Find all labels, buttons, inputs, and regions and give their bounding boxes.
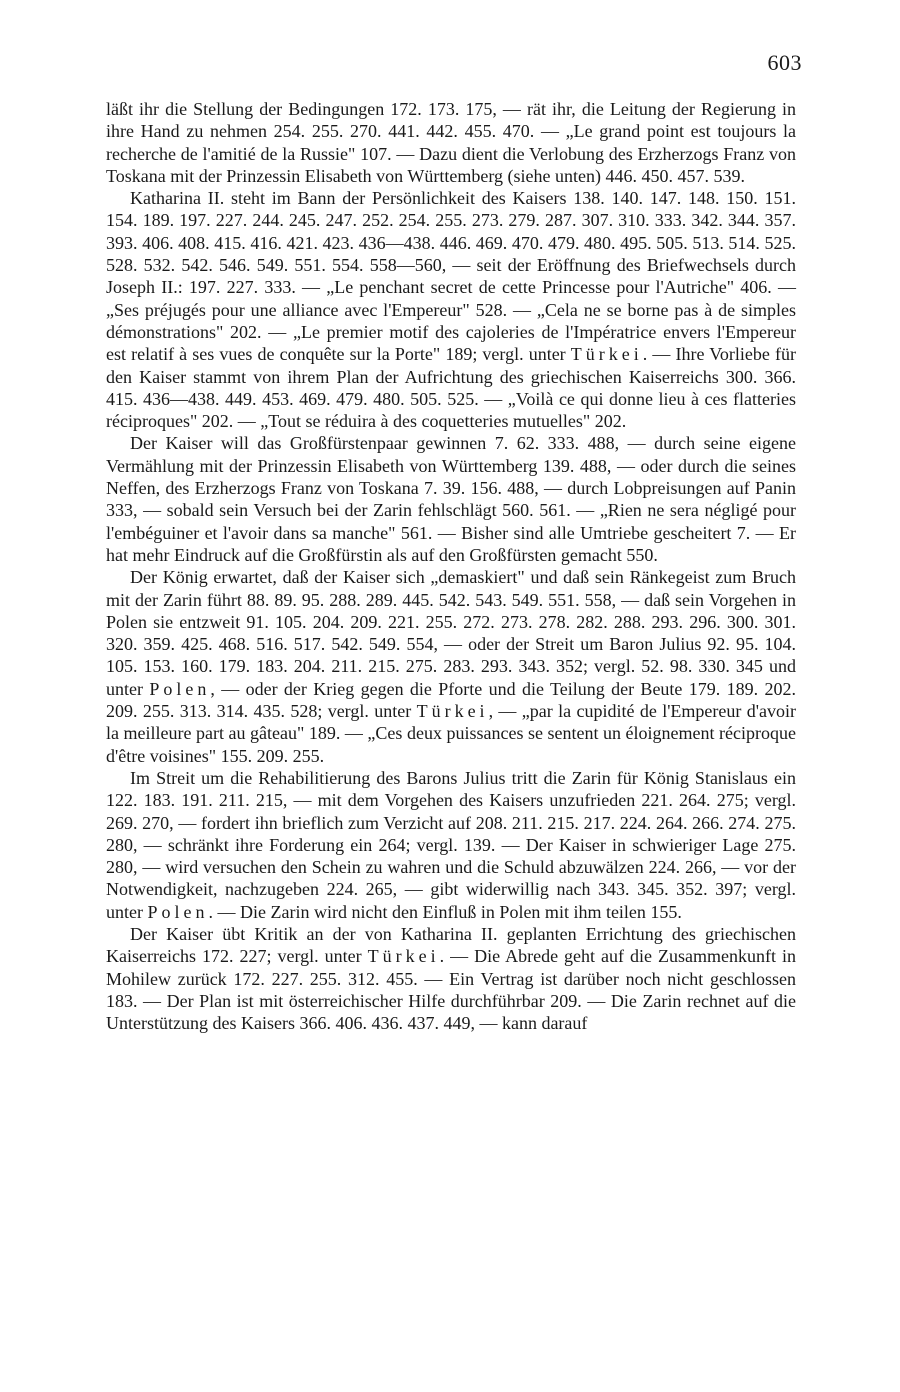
text-segment: . — Die Abrede geht auf die Zusammenkunft in Mohilew zurück 172. 227. 255. 312. 455. — Ein Vertrag ist darüber noch nicht geschlossen 183. — Der Plan ist mit österreichischer Hilfe durchführbar 209. — Die Zarin rechnet auf die Unterstützung des Kaisers 366. 406. 436. 437. 449, — kann darauf xyxy=(106,946,796,1034)
paragraph-1 xyxy=(106,98,796,187)
text-segment: . — Ihre Vorliebe für den Kaiser stammt von ihrem Plan der Aufrichtung des griechischen Kaiserreichs 300. 366. 415. 436—438. 449. 453. 469. 479. 480. 505. 525. — „Voilà ce qui donne lieu à ces flatteries réciproques" 202. — „Tout se réduira à des coquetteries mutuelles" 202. xyxy=(106,344,796,432)
spaced-keyword: Polen xyxy=(147,901,209,922)
paragraph-5 xyxy=(106,767,796,923)
paragraph-4 xyxy=(106,566,796,767)
spaced-keyword: Türkei xyxy=(416,701,489,722)
body-text xyxy=(106,98,796,1034)
text-segment: , — „par la cupidité de l'Empereur d'avoir la meilleure part au gâteau" 189. — „Ces deux puissances se sentent un éloignement réciproque d'être voisines" 155. 209. 255. xyxy=(106,701,796,766)
paragraph-3 xyxy=(106,432,796,566)
text-segment: Der Kaiser übt Kritik an der von Katharina II. geplanten Errichtung des griechischen Kaiserreichs 172. 227; vergl. unter xyxy=(106,923,796,967)
paragraph-2 xyxy=(106,187,796,432)
text-segment: Im Streit um die Rehabilitierung des Barons Julius tritt die Zarin für König Stanislaus ein 122. 183. 191. 211. 215, — mit dem Vorgehen des Kaisers unzufrieden 221. 264. 275; vergl. 269. 270, — fordert ihn brieflich zum Verzicht auf 208. 211. 215. 217. 224. 264. 266. 274. 275. 280, — schränkt ihre Forderung ein 264; vergl. 139. — Der Kaiser in schwieriger Lage 275. 280, — wird versuchen den Schein zu wahren und die Schuld abzuwälzen 224. 266, — vor der Notwendigkeit, nachzugeben 224. 265, — gibt widerwillig nach 343. 345. 352. 397; vergl. unter xyxy=(106,767,796,922)
text-segment: läßt ihr die Stellung der Bedingungen 172. 173. 175, — rät ihr, die Leitung der Regierung in ihre Hand zu nehmen 254. 255. 270. 441. 442. 455. 470. — „Le grand point est toujours la recherche de l'amitié de la Russie" 107. — Dazu dient die Verlobung des Erzherzogs Franz von Toskana mit der Prinzessin Elisabeth von Württemberg (siehe unten) 446. 450. 457. 539. xyxy=(106,99,796,186)
text-segment: , — oder der Krieg gegen die Pforte und die Teilung der Beute 179. 189. 202. 209. 255. 313. 314. 435. 528; vergl. unter xyxy=(106,678,796,722)
text-segment: . — Die Zarin wird nicht den Einfluß in Polen mit ihm teilen 155. xyxy=(208,901,682,922)
spaced-keyword: Türkei xyxy=(570,344,643,365)
page-number: 603 xyxy=(767,50,802,75)
spaced-keyword: Polen xyxy=(149,678,211,699)
text-segment: Der König erwartet, daß der Kaiser sich „demaskiert" und daß sein Ränkegeist zum Bruch mit der Zarin führt 88. 89. 95. 288. 289. 445. 542. 543. 549. 551. 558, — daß sein Vorgehen in Polen sie entzweit 91. 105. 204. 209. 221. 255. 272. 273. 278. 282. 288. 293. 296. 300. 301. 320. 359. 425. 468. 516. 517. 542. 549. 554, — oder der Streit um Baron Julius 92. 95. 104. 105. 153. 160. 179. 183. 204. 211. 215. 275. 283. 293. 343. 352; vergl. 52. 98. 330. 345 und unter xyxy=(106,567,796,699)
text-segment: Katharina II. steht im Bann der Persönlichkeit des Kaisers 138. 140. 147. 148. 150. 151. 154. 189. 197. 227. 244. 245. 247. 252. 254. 255. 273. 279. 287. 307. 310. 333. 342. 344. 357. 393. 406. 408. 415. 416. 421. 423. 436—438. 446. 469. 470. 479. 480. 495. 505. 513. 514. 525. 528. 532. 542. 546. 549. 551. 554. 558—560, — seit der Eröffnung des Briefwechsels durch Joseph II.: 197. 227. 333. — „Le penchant secret de cette Princesse pour l'Autriche" 406. — „Ses préjugés pour une alliance avec l'Empereur" 528. — „Cela ne se borne pas à de simples démonstrations" 202. — „Le premier motif des cajoleries de l'Impératrice envers l'Empereur est relatif à ses vues de conquête sur la Porte" 189; vergl. unter xyxy=(106,188,796,365)
text-segment: Der Kaiser will das Großfürstenpaar gewinnen 7. 62. 333. 488, — durch seine eigene Vermählung mit der Prinzessin Elisabeth von Württemberg 139. 488, — oder durch die seines Neffen, des Erzherzogs Franz von Toskana 7. 39. 156. 488, — durch Lobpreisungen auf Panin 333, — sobald sein Versuch bei der Zarin fehlschlägt 560. 561. — „Rien ne sera négligé pour l'embéguiner et l'avoir dans sa manche" 561. — Bisher sind alle Umtriebe gescheitert 7. — Er hat mehr Eindruck auf die Großfürstin als auf den Großfürsten gemacht 550. xyxy=(106,433,796,565)
paragraph-6 xyxy=(106,923,796,1034)
spaced-keyword: Türkei xyxy=(367,946,440,967)
